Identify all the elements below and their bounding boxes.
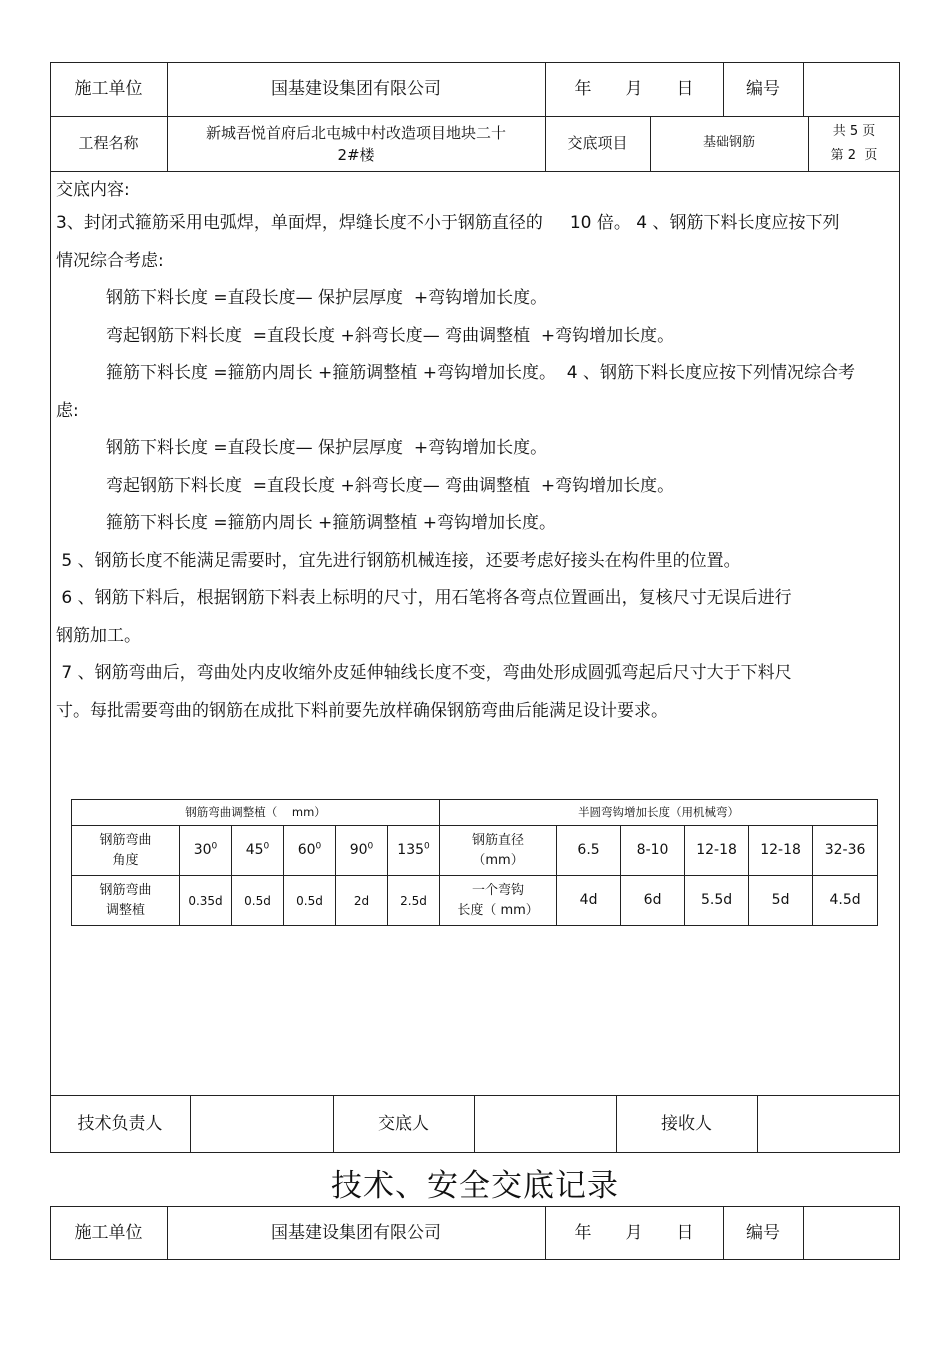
- angle-cell: $135^0$: [388, 826, 440, 876]
- date-month: 月: [625, 78, 643, 99]
- item-value: 基础钢筋: [702, 135, 755, 151]
- hook-cell: 6d: [621, 876, 685, 926]
- angle-label: 钢筋弯曲 角度: [72, 826, 180, 876]
- receiver-value: [757, 1095, 900, 1153]
- hook-cell: 5.5d: [685, 876, 749, 926]
- receiver-label: 接收人: [661, 1113, 712, 1134]
- page-current: 第 2 页: [830, 147, 878, 163]
- angle-cell: $45^0$: [232, 826, 284, 876]
- project-value: [167, 116, 545, 171]
- content-line: 箍筋下料长度 =箍筋内周长 +箍筋调整植 +弯钩增加长度。 4 、钢筋下料长度应按下列情况综合考: [106, 363, 855, 383]
- diameter-cell: 6.5: [557, 826, 621, 876]
- next-date-month: 月: [625, 1222, 643, 1243]
- adjust-cell: 0.35d: [180, 876, 232, 926]
- page-counter: [808, 116, 900, 171]
- diameter-cell: 32-36: [813, 826, 878, 876]
- content-line: 钢筋加工。: [56, 625, 141, 646]
- number-label: 编号: [746, 78, 780, 99]
- record-title: 技术、安全交底记录: [331, 1168, 619, 1204]
- next-date-field: [545, 1206, 723, 1260]
- unit-value: 国基建设集团有限公司: [271, 78, 441, 99]
- adjust-label: 钢筋弯曲 调整植: [72, 876, 180, 926]
- content-line: 3、封闭式箍筋采用电弧焊，单面焊，焊缝长度不小于钢筋直径的 10 倍。 4 、钢筋下料长度应按下列: [56, 213, 840, 233]
- item-label: 交底项目: [567, 133, 628, 152]
- date-field: [545, 62, 723, 116]
- hook-cell: 4.5d: [813, 876, 878, 926]
- content-line: 钢筋下料长度 =直段长度— 保护层厚度 +弯钩增加长度。: [106, 438, 548, 458]
- bend-adjust-title: 钢筋弯曲调整植（ mm）: [72, 800, 440, 826]
- diameter-cell: 8-10: [621, 826, 685, 876]
- content-line: 虑:: [56, 400, 79, 421]
- next-date-day: 日: [676, 1222, 694, 1243]
- diameter-label: 钢筋直径 （mm）: [440, 826, 557, 876]
- tech-lead-label: 技术负责人: [77, 1113, 163, 1134]
- hook-length-title: 半圆弯钩增加长度（用机械弯）: [440, 800, 878, 826]
- project-value-line2: 2#楼: [337, 145, 375, 164]
- adjust-cell: 0.5d: [232, 876, 284, 926]
- next-unit-label: 施工单位: [74, 1222, 143, 1243]
- briefing-content: [56, 175, 892, 730]
- project-label: 工程名称: [78, 133, 139, 152]
- content-line: 寸。每批需要弯曲的钢筋在成批下料前要先放样确保钢筋弯曲后能满足设计要求。: [56, 700, 668, 721]
- content-line: 箍筋下料长度 =箍筋内周长 +箍筋调整植 +弯钩增加长度。: [106, 513, 556, 533]
- adjust-cell: 2.5d: [388, 876, 440, 926]
- content-line: 5 、钢筋长度不能满足需要时，宜先进行钢筋机械连接，还要考虑好接头在构件里的位置。: [56, 550, 741, 571]
- angle-cell: $90^0$: [336, 826, 388, 876]
- bend-table: [71, 799, 878, 926]
- content-line: 6 、钢筋下料后，根据钢筋下料表上标明的尺寸，用石笔将各弯点位置画出，复核尺寸无误后进行: [56, 588, 792, 608]
- content-line: 7 、钢筋弯曲后，弯曲处内皮收缩外皮延伸轴线长度不变，弯曲处形成圆弧弯起后尺寸大于下料尺: [56, 663, 792, 683]
- hook-cell: 4d: [557, 876, 621, 926]
- bend-table-wrapper: [71, 799, 877, 926]
- project-value-line1: 新城吾悦首府后北屯城中村改造项目地块二十: [205, 123, 506, 142]
- angle-cell: $60^0$: [284, 826, 336, 876]
- content-line: 钢筋下料长度 =直段长度— 保护层厚度 +弯钩增加长度。: [106, 288, 548, 308]
- content-heading: 交底内容:: [56, 180, 130, 200]
- content-line: 情况综合考虑:: [56, 250, 164, 271]
- giver-value: [474, 1095, 616, 1153]
- col-divider: [803, 62, 804, 116]
- date-day: 日: [676, 78, 694, 99]
- adjust-cell: 0.5d: [284, 876, 336, 926]
- angle-cell: $30^0$: [180, 826, 232, 876]
- content-line: 弯起钢筋下料长度 =直段长度 +斜弯长度— 弯曲调整植 +弯钩增加长度。: [106, 475, 675, 496]
- content-line: 弯起钢筋下料长度 =直段长度 +斜弯长度— 弯曲调整植 +弯钩增加长度。: [106, 325, 675, 346]
- next-unit-value: 国基建设集团有限公司: [271, 1222, 441, 1243]
- next-date-year: 年: [574, 1222, 592, 1243]
- giver-label: 交底人: [378, 1113, 429, 1134]
- diameter-cell: 12-18: [685, 826, 749, 876]
- tech-lead-value: [190, 1095, 333, 1153]
- next-number-label: 编号: [746, 1222, 780, 1243]
- col-divider: [803, 1206, 804, 1260]
- unit-label: 施工单位: [74, 78, 143, 99]
- pages-total: 共 5 页: [832, 123, 876, 139]
- hook-label: 一个弯钩 长度（ mm）: [440, 876, 557, 926]
- diameter-cell: 12-18: [749, 826, 813, 876]
- adjust-cell: 2d: [336, 876, 388, 926]
- date-year: 年: [574, 78, 592, 99]
- row-divider: [50, 171, 900, 172]
- hook-cell: 5d: [749, 876, 813, 926]
